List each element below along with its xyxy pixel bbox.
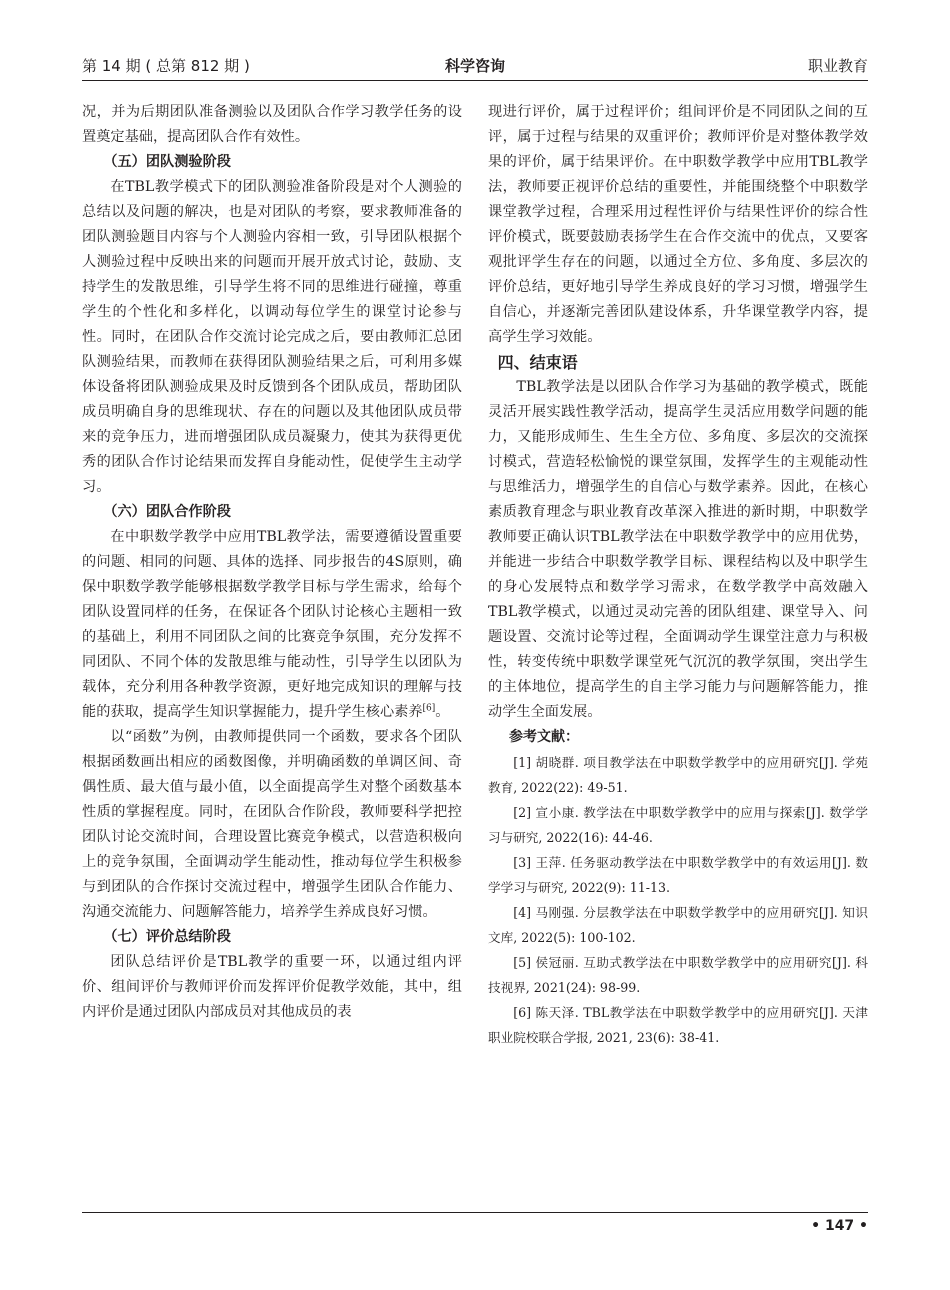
header-rule xyxy=(82,80,868,81)
issue-number: 第 14 期 ( 总第 812 期 ) xyxy=(82,57,250,75)
section-heading: （七）评价总结阶段 xyxy=(103,929,231,945)
reference-item: [4] 马刚强. 分层教学法在中职数学教学中的应用研究[J]. 知识文库, 2022(5): 100-102. xyxy=(488,905,868,945)
section-heading: 四、结束语 xyxy=(497,353,578,372)
section-heading: （五）团队测验阶段 xyxy=(103,154,231,170)
journal-title: 科学咨询 xyxy=(444,57,505,75)
running-header xyxy=(82,52,868,80)
left-column xyxy=(82,100,462,1025)
paragraph: 团队总结评价是TBL教学的重要一环，以通过组内评价、组间评价与教师评价而发挥评价促教学效能，其中，组内评价是通过团队内部成员对其他成员的表 xyxy=(82,954,462,1020)
paragraph: 况，并为后期团队准备测验以及团队合作学习教学任务的设置奠定基础，提高团队合作有效性。 xyxy=(82,104,462,145)
footer-rule xyxy=(82,1212,868,1213)
reference-item: [3] 王萍. 任务驱动教学法在中职数学教学中的有效运用[J]. 数学学习与研究, 2022(9): 11-13. xyxy=(488,855,868,895)
citation-marker: [6] xyxy=(422,703,436,714)
paragraph: 现进行评价，属于过程评价；组间评价是不同团队之间的互评，属于过程与结果的双重评价；教师评价是对整体教学效果的评价，属于结果评价。在中职数学教学中应用TBL教学法，教师要正视评价总结的重要性，并能围绕整个中职数学课堂教学过程，合理采用过程性评价与结果性评价的综合性评价模式，既要鼓励表扬学生在合作交流中的优点，又要客观批评学生存在的问题，以通过全方位、多角度、多层次的评价总结，更好地引导学生养成良好的学习习惯，增强学生自信心，并逐渐完善团队建设体系，升华课堂教学内容，提高学生学习效能。 xyxy=(488,104,868,345)
section-heading: （六）团队合作阶段 xyxy=(103,504,231,520)
reference-item: [5] 侯冠丽. 互助式教学法在中职数学教学中的应用研究[J]. 科技视界, 2021(24): 98-99. xyxy=(488,955,868,995)
section-name: 职业教育 xyxy=(807,57,868,75)
paragraph: 以“函数”为例，由教师提供同一个函数，要求各个团队根据函数画出相应的函数图像，并明确函数的单调区间、奇偶性质、最大值与最小值，以全面提高学生对整个函数基本性质的掌握程度。同时，在团队合作阶段，教师要科学把控团队讨论交流时间，合理设置比赛竞争模式，以营造积极向上的竞争氛围，全面调动学生能动性，推动每位学生积极参与到团队的合作探讨交流过程中，增强学生团队合作能力、沟通交流能力、问题解答能力，培养学生养成良好习惯。 xyxy=(82,729,462,920)
paragraph: 在TBL教学模式下的团队测验准备阶段是对个人测验的总结以及问题的解决，也是对团队的考察，要求教师准备的团队测验题目内容与个人测验内容相一致，引导团队根据个人测验过程中反映出来的问题而开展开放式讨论，鼓励、支持学生的发散思维，引导学生将不同的思维进行碰撞，尊重学生的个性化和多样化，以调动每位学生的课堂讨论参与性。同时，在团队合作交流讨论完成之后，要由教师汇总团队测验结果，而教师在获得团队测验结果之后，可利用多媒体设备将团队测验成果及时反馈到各个团队成员，帮助团队成员明确自身的思维现状、存在的问题以及其他团队成员带来的竞争压力，进而增强团队成员凝聚力，使其为获得更优秀的团队合作讨论结果而发挥自身能动性，促使学生主动学习。 xyxy=(82,179,462,495)
reference-item: [6] 陈天泽. TBL教学法在中职数学教学中的应用研究[J]. 天津职业院校联合学报, 2021, 23(6): 38-41. xyxy=(488,1005,868,1045)
paragraph: TBL教学法是以团队合作学习为基础的教学模式，既能灵活开展实践性教学活动，提高学生灵活应用数学问题的能力，又能形成师生、生生全方位、多角度、多层次的交流探讨模式，营造轻松愉悦的课堂氛围，发挥学生的主观能动性与思维活力，增强学生的自信心与数学素养。因此，在核心素质教育理念与职业教育改革深入推进的新时期，中职数学教师要正确认识TBL教学法在中职数学教学中的应用优势，并能进一步结合中职数学教学目标、课程结构以及中职学生的身心发展特点和数学学习需求，在数学教学中高效融入TBL教学模式，以通过灵动完善的团队组建、课堂导入、问题设置、交流讨论等过程，全面调动学生课堂注意力与积极性，转变传统中职数学课堂死气沉沉的教学氛围，突出学生的主体地位，提高学生的自主学习能力与问题解答能力，推动学生全面发展。 xyxy=(488,379,868,720)
page-number: • 147 • xyxy=(811,1218,868,1234)
reference-item: [1] 胡晓群. 项目教学法在中职数学教学中的应用研究[J]. 学苑教育, 2022(22): 49-51. xyxy=(488,755,868,795)
reference-item: [2] 宣小康. 教学法在中职数学教学中的应用与探索[J]. 数学学习与研究, 2022(16): 44-46. xyxy=(488,805,868,845)
paragraph-end: 。 xyxy=(435,704,450,720)
right-column xyxy=(488,100,868,1050)
references-title: 参考文献： xyxy=(509,729,579,745)
paragraph xyxy=(82,525,462,725)
paragraph-text: 在中职数学教学中应用TBL教学法，需要遵循设置重要的问题、相同的问题、具体的选择、同步报告的4S原则，确保中职数学教学能够根据数学教学目标与学生需求，给每个团队设置同样的任务，在保证各个团队讨论核心主题相一致的基础上，利用不同团队之间的比赛竞争氛围，充分发挥不同团队、不同个体的发散思维与能动性，引导学生以团队为载体，充分利用各种教学资源，更好地完成知识的理解与技能的获取，提高学生知识掌握能力，提升学生核心素养 xyxy=(82,529,462,720)
